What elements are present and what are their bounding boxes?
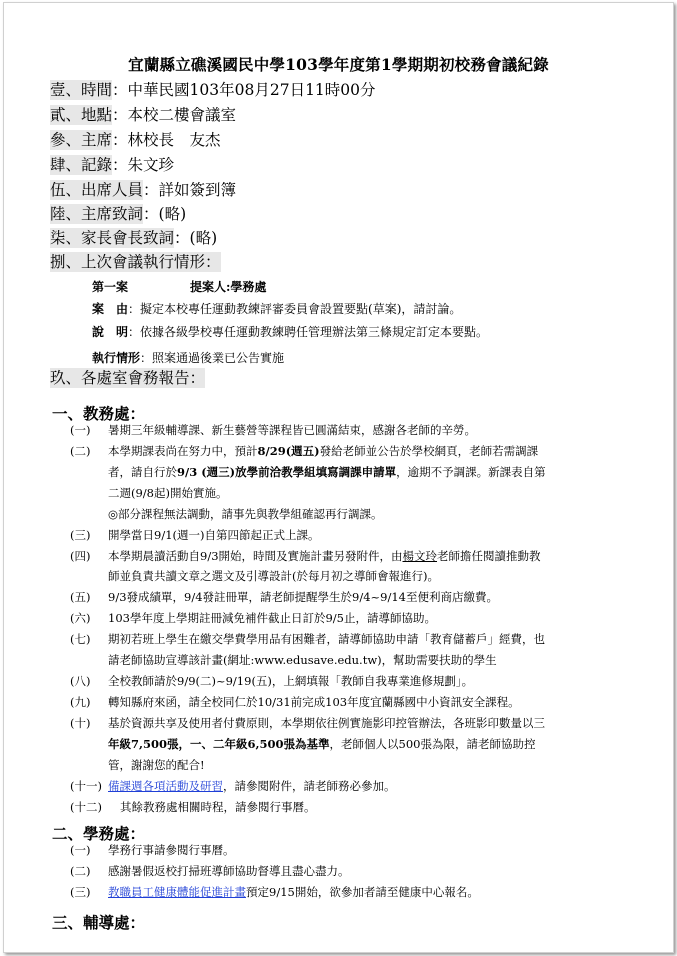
proposal-explain: 說 明：依據各級學校專任運動教練聘任管理辦法第三條規定訂定本要點。 — [92, 325, 489, 339]
proposal-reason: 案 由：擬定本校專任運動教練評審委員會設置要點(草案)，請討論。 — [92, 302, 462, 316]
page-title: 宜蘭縣立礁溪國民中學103學年度第1學期期初校務會議紀錄 — [128, 55, 549, 74]
academic-item-8: (八) 全校教師請於9/9(二)~9/19(五)，上網填報「教師自我專業進修規劃」。 — [70, 674, 474, 688]
academic-item-7: (七) 期初若班上學生在繳交學費學用品有困難者，請導師協助申請「教育儲蓄戶」經費，也 — [70, 632, 545, 646]
proposal-execution: 執行情形：照案通過後業已公告實施 — [92, 351, 285, 365]
header-row-last-meeting: 捌、上次會議執行情形： — [50, 253, 221, 271]
header-value: 林校長 友杰 — [127, 131, 221, 149]
section-academic-heading: 一、教務處： — [52, 404, 146, 423]
header-value: 中華民國103年08月27日11時00分 — [127, 81, 376, 99]
academic-item-3: (三) 開學當日9/1(週一)自第四節起正式上課。 — [70, 528, 320, 542]
academic-item-7-line-2: 請老師協助宣導該計畫(網址:www.edusave.edu.tw)，幫助需要扶助的學生 — [108, 653, 497, 667]
proposal-exec-text: 照案通過後業已公告實施 — [152, 351, 285, 365]
student-item-1: (一) 學務行事請參閱行事曆。 — [70, 843, 235, 857]
header-label: 捌、上次會議執行情形 — [50, 253, 206, 271]
academic-item-6: (六) 103學年度上學期註冊減免補件截止日訂於9/5止，請導師協助。 — [70, 611, 436, 625]
proposal-exec-label: 執行情形 — [92, 351, 141, 365]
academic-item-4: (四) 本學期晨讀活動自9/3開始，時間及實施計畫另發附件，由楊文玲老師擔任閱讀推動教 — [70, 549, 541, 563]
header-label: 參、主席 — [50, 131, 113, 149]
header-value: 詳如簽到簿 — [158, 181, 237, 199]
header-label: 柒、家長會長致詞 — [50, 229, 175, 247]
header-row-attendees: 伍、出席人員：詳如簽到簿 — [50, 181, 237, 199]
academic-item-2-note: ◎部分課程無法調動，請事先與教學組確認再行調課。 — [108, 507, 383, 521]
header-value: (略) — [158, 205, 187, 223]
academic-item-4-line-2: 師並負責共讀文章之選文及引導設計(於每月初之導師會報進行)。 — [108, 569, 439, 583]
proposal-proposer: 提案人:學務處 — [190, 280, 267, 294]
proposal-reason-label: 案 由 — [92, 302, 129, 316]
header-value: 本校二樓會議室 — [127, 106, 237, 124]
academic-item-5: (五) 9/3發成績單，9/4發註冊單，請老師提醒學生於9/4~9/14至便利商店繳費。 — [70, 590, 498, 604]
academic-item-11: (十一) 備課週各項活動及研習，請參閱附件，請老師務必參加。 — [70, 779, 396, 793]
student-item-3: (三) 教職員工健康體能促進計畫預定9/15開始，欲參加者請至健康中心報名。 — [70, 885, 479, 899]
section-nine — [50, 368, 205, 388]
academic-item-1: (一) 暑期三年級輔導課、新生藝營等課程皆已圓滿結束，感謝各老師的辛勞。 — [70, 423, 476, 437]
proposal-explain-label: 說 明 — [92, 325, 129, 339]
header-value: 朱文珍 — [127, 156, 175, 174]
header-row-chair-speech: 陸、主席致詞：(略) — [50, 205, 187, 223]
section-guidance-heading: 三、輔導處： — [52, 913, 146, 932]
academic-item-10-line-3: 管，謝謝您的配合! — [108, 758, 205, 772]
header-value: (略) — [189, 229, 218, 247]
academic-item-12: (十二) 其餘教務處相關時程，請參閱行事曆。 — [70, 800, 316, 814]
academic-item-9: (九) 轉知縣府來函，請全校同仁於10/31前完成103年度宜蘭縣國中小資訊安全課程。 — [70, 695, 520, 709]
proposal-reason-text: 擬定本校專任運動教練評審委員會設置要點(草案)，請討論。 — [140, 302, 462, 316]
document-page — [3, 2, 674, 953]
header-label: 陸、主席致詞 — [50, 205, 144, 223]
section-student-heading: 二、學務處： — [52, 824, 146, 843]
header-row-recorder: 肆、記錄：朱文珍 — [50, 156, 175, 174]
academic-item-2: (二) 本學期課表尚在努力中，預計8/29(週五)發給老師並公告於學校網頁，老師若需調課 — [70, 444, 539, 458]
header-row-time: 壹、時間：中華民國103年08月27日11時00分 — [50, 81, 376, 99]
section-nine-label: 玖、各處室會務報告： — [50, 369, 206, 387]
academic-item-2-line-2: 者，請自行於9/3 (週三)放學前洽教學組填寫調課申請單，逾期不予調課。新課表自第 — [108, 465, 546, 479]
academic-item-10-line-2: 年級7,500張，一、二年級6,500張為基準，老師個人以500張為限，請老師協助控 — [108, 737, 536, 751]
header-row-location: 貳、地點：本校二樓會議室 — [50, 106, 237, 124]
header-label: 壹、時間 — [50, 81, 113, 99]
academic-item-2-line-3: 二週(9/8起)開始實施。 — [108, 486, 228, 500]
proposal-case: 第一案 — [92, 280, 129, 294]
header-label: 貳、地點 — [50, 106, 113, 124]
health-plan-link[interactable]: 教職員工健康體能促進計畫 — [108, 885, 246, 899]
header-label: 伍、出席人員 — [50, 181, 144, 199]
header-label: 肆、記錄 — [50, 156, 113, 174]
header-row-parent-speech: 柒、家長會長致詞：(略) — [50, 229, 218, 247]
academic-item-10: (十) 基於資源共享及使用者付費原則，本學期依往例實施影印控管辦法，各班影印數量以三 — [70, 716, 545, 730]
proposal-explain-text: 依據各級學校專任運動教練聘任管理辦法第三條規定訂定本要點。 — [140, 325, 489, 339]
header-row-chair: 參、主席：林校長 友杰 — [50, 131, 221, 149]
student-item-2: (二) 感謝暑假返校打掃班導師協助督導且盡心盡力。 — [70, 864, 350, 878]
activities-link[interactable]: 備課週各項活動及研習 — [108, 779, 223, 793]
